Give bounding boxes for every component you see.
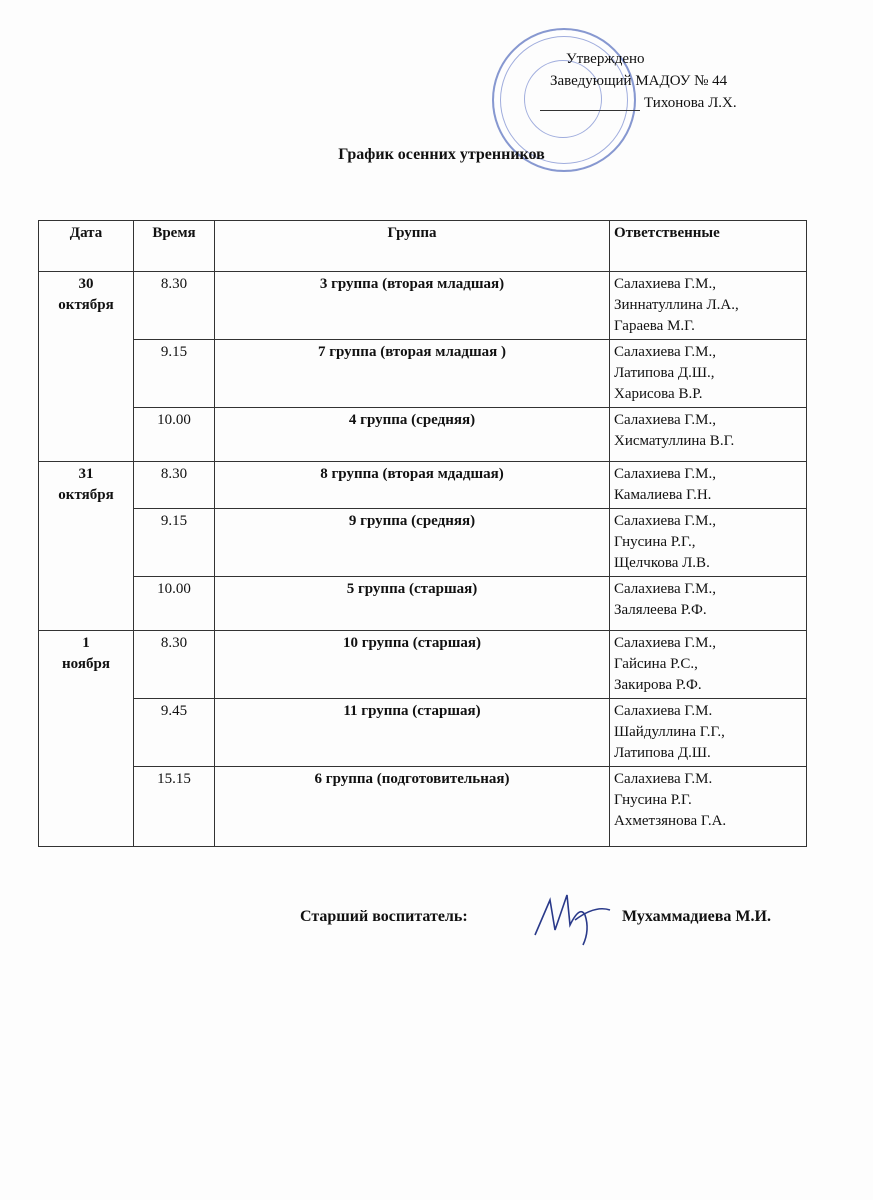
time-cell: 9.45 bbox=[134, 699, 215, 767]
responsible-name: Салахиева Г.М., bbox=[614, 412, 716, 428]
date-text: ноября bbox=[62, 656, 110, 672]
group-cell: 7 группа (вторая младшая ) bbox=[215, 340, 610, 408]
responsible-cell bbox=[610, 509, 807, 577]
responsible-name: Гнусина Р.Г., bbox=[614, 534, 696, 550]
responsible-name: Гнусина Р.Г. bbox=[614, 792, 692, 808]
time-cell: 8.30 bbox=[134, 272, 215, 340]
responsible-name: Камалиева Г.Н. bbox=[614, 487, 712, 503]
responsible-name: Гараева М.Г. bbox=[614, 318, 695, 334]
table-row bbox=[39, 408, 807, 462]
page-title: График осенних утренников bbox=[338, 146, 545, 163]
time-cell: 9.15 bbox=[134, 509, 215, 577]
responsible-cell bbox=[610, 340, 807, 408]
date-cell bbox=[39, 631, 134, 847]
table-row bbox=[39, 509, 807, 577]
footer-name: Мухаммадиева М.И. bbox=[622, 908, 771, 925]
approval-name: Тихонова Л.Х. bbox=[644, 95, 737, 111]
responsible-name: Латипова Д.Ш., bbox=[614, 365, 715, 381]
responsible-name: Щелчкова Л.В. bbox=[614, 555, 710, 571]
approval-signature-line bbox=[540, 110, 640, 111]
date-text: октября bbox=[58, 297, 114, 313]
group-cell: 10 группа (старшая) bbox=[215, 631, 610, 699]
date-cell bbox=[39, 462, 134, 631]
table-row bbox=[39, 699, 807, 767]
table-row bbox=[39, 631, 807, 699]
group-cell: 11 группа (старшая) bbox=[215, 699, 610, 767]
time-cell: 8.30 bbox=[134, 462, 215, 509]
responsible-name: Гайсина Р.С., bbox=[614, 656, 698, 672]
responsible-name: Салахиева Г.М. bbox=[614, 771, 713, 787]
table-row bbox=[39, 767, 807, 847]
approval-block bbox=[550, 48, 737, 114]
time-cell: 10.00 bbox=[134, 408, 215, 462]
time-cell: 8.30 bbox=[134, 631, 215, 699]
header-time: Время bbox=[134, 221, 215, 272]
responsible-name: Закирова Р.Ф. bbox=[614, 677, 702, 693]
table-row bbox=[39, 462, 807, 509]
responsible-name: Салахиева Г.М. bbox=[614, 703, 713, 719]
responsible-name: Хисматуллина В.Г. bbox=[614, 433, 735, 449]
header-responsible: Ответственные bbox=[610, 221, 807, 272]
handwritten-signature bbox=[525, 885, 615, 955]
responsible-name: Залялеева Р.Ф. bbox=[614, 602, 707, 618]
time-cell: 9.15 bbox=[134, 340, 215, 408]
group-cell: 4 группа (средняя) bbox=[215, 408, 610, 462]
table-row bbox=[39, 272, 807, 340]
date-text: 1 bbox=[82, 635, 90, 651]
schedule-table bbox=[38, 220, 807, 847]
responsible-cell bbox=[610, 272, 807, 340]
date-cell bbox=[39, 272, 134, 462]
responsible-cell bbox=[610, 767, 807, 847]
group-cell: 5 группа (старшая) bbox=[215, 577, 610, 631]
responsible-cell bbox=[610, 408, 807, 462]
responsible-name: Салахиева Г.М., bbox=[614, 581, 716, 597]
responsible-name: Салахиева Г.М., bbox=[614, 276, 716, 292]
table-row bbox=[39, 340, 807, 408]
responsible-name: Салахиева Г.М., bbox=[614, 344, 716, 360]
time-cell: 10.00 bbox=[134, 577, 215, 631]
responsible-cell bbox=[610, 462, 807, 509]
footer-role: Старший воспитатель: bbox=[300, 908, 468, 925]
responsible-name: Харисова В.Р. bbox=[614, 386, 703, 402]
responsible-name: Шайдуллина Г.Г., bbox=[614, 724, 725, 740]
responsible-name: Салахиева Г.М., bbox=[614, 635, 716, 651]
responsible-cell bbox=[610, 699, 807, 767]
header-date: Дата bbox=[39, 221, 134, 272]
responsible-cell bbox=[610, 577, 807, 631]
date-text: 31 bbox=[78, 466, 94, 482]
date-text: 30 bbox=[78, 276, 94, 292]
responsible-name: Зиннатуллина Л.А., bbox=[614, 297, 739, 313]
group-cell: 9 группа (средняя) bbox=[215, 509, 610, 577]
responsible-name: Салахиева Г.М., bbox=[614, 513, 716, 529]
date-text: октября bbox=[58, 487, 114, 503]
table-row bbox=[39, 577, 807, 631]
time-cell: 15.15 bbox=[134, 767, 215, 847]
responsible-name: Ахметзянова Г.А. bbox=[614, 813, 727, 829]
responsible-cell bbox=[610, 631, 807, 699]
approval-label: Утверждено bbox=[566, 51, 645, 67]
responsible-name: Салахиева Г.М., bbox=[614, 466, 716, 482]
approval-position: Заведующий МАДОУ № 44 bbox=[550, 73, 728, 89]
group-cell: 6 группа (подготовительная) bbox=[215, 767, 610, 847]
responsible-name: Латипова Д.Ш. bbox=[614, 745, 711, 761]
header-group: Группа bbox=[215, 221, 610, 272]
group-cell: 8 группа (вторая мдадшая) bbox=[215, 462, 610, 509]
group-cell: 3 группа (вторая младшая) bbox=[215, 272, 610, 340]
